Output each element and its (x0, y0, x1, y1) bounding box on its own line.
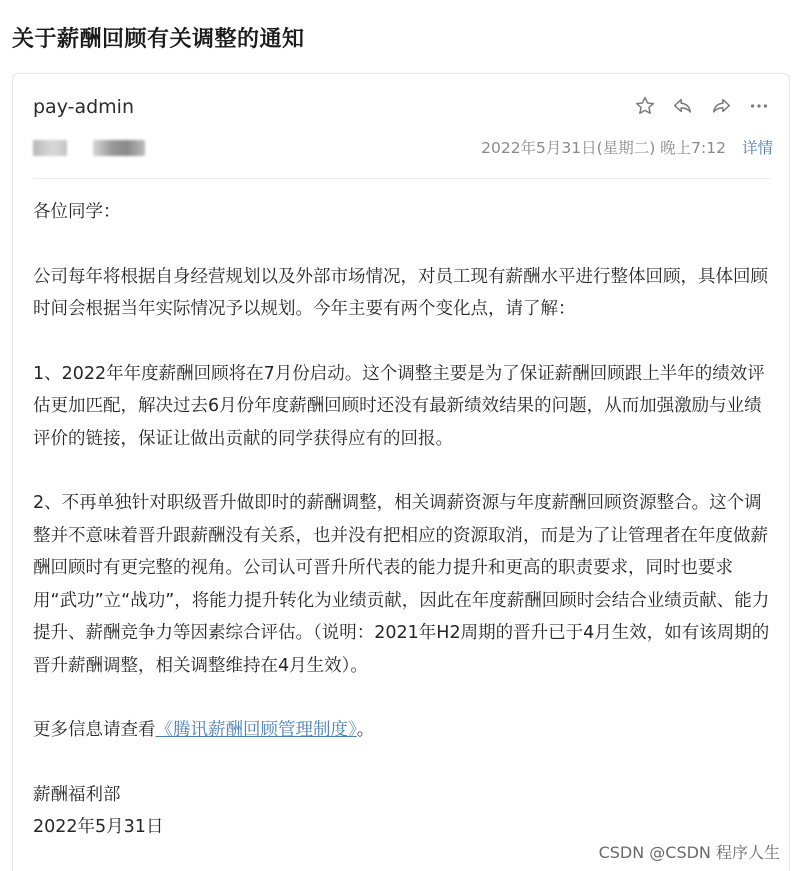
policy-link[interactable]: 《腾讯薪酬回顾管理制度》 (155, 720, 357, 740)
signature-date: 2022年5月31日 (33, 817, 164, 837)
header-divider (33, 178, 771, 179)
intro-paragraph: 公司每年将根据自身经营规划以及外部市场情况，对员工现有薪酬水平进行整体回顾，具体回顾时间会根据当年实际情况予以规划。今年主要有两个变化点，请了解： (33, 266, 768, 319)
star-icon[interactable] (633, 94, 657, 118)
point-1-paragraph: 1、2022年年度薪酬回顾将在7月份启动。这个调整主要是为了保证薪酬回顾跟上半年的绩效评估更加匹配，解决过去6月份年度薪酬回顾时还没有最新绩效结果的问题，从而加强激励与业绩评价的链接，保证让做出贡献的同学获得应有的回报。 (33, 363, 765, 449)
details-link[interactable]: 详情 (741, 139, 773, 157)
sender-name[interactable]: pay-admin (33, 96, 135, 118)
email-date: 2022年5月31日(星期二) 晚上7:12 (481, 139, 726, 157)
email-meta (481, 136, 773, 158)
email-card (12, 73, 790, 871)
reply-icon[interactable] (671, 94, 695, 118)
more-icon[interactable] (747, 94, 771, 118)
redacted-recipient-block (93, 140, 145, 156)
signature-dept: 薪酬福利部 (33, 784, 121, 805)
email-body (33, 196, 773, 844)
more-info-paragraph (33, 714, 773, 747)
point-2-paragraph: 2、不再单独针对职级晋升做即时的薪酬调整，相关调薪资源与年度薪酬回顾资源整合。这个调整并不意味着晋升跟薪酬没有关系，也并没有把相应的资源取消，而是为了让管理者在年度做薪酬回顾时有更完整的视角。公司认可晋升所代表的能力提升和更高的职责要求，同时也要求用“武功”立“战功”，将能力提升转化为业绩贡献，因此在年度薪酬回顾时会结合业绩贡献、能力提升、薪酬竞争力等因素综合评估。（说明：2021年H2周期的晋升已于4月生效，如有该周期的晋升薪酬调整，相关调整维持在4月生效）。 (33, 493, 770, 676)
recipient-redacted (33, 140, 145, 156)
greeting: 各位同学： (33, 202, 121, 222)
more-info-suffix: 。 (356, 720, 375, 740)
watermark: CSDN @CSDN 程序人生 (598, 843, 780, 862)
redacted-recipient-block (33, 140, 67, 156)
more-info-prefix: 更多信息请查看 (33, 720, 156, 740)
email-actions (633, 94, 771, 118)
forward-icon[interactable] (709, 94, 733, 118)
email-subject: 关于薪酬回顾有关调整的通知 (12, 27, 305, 52)
